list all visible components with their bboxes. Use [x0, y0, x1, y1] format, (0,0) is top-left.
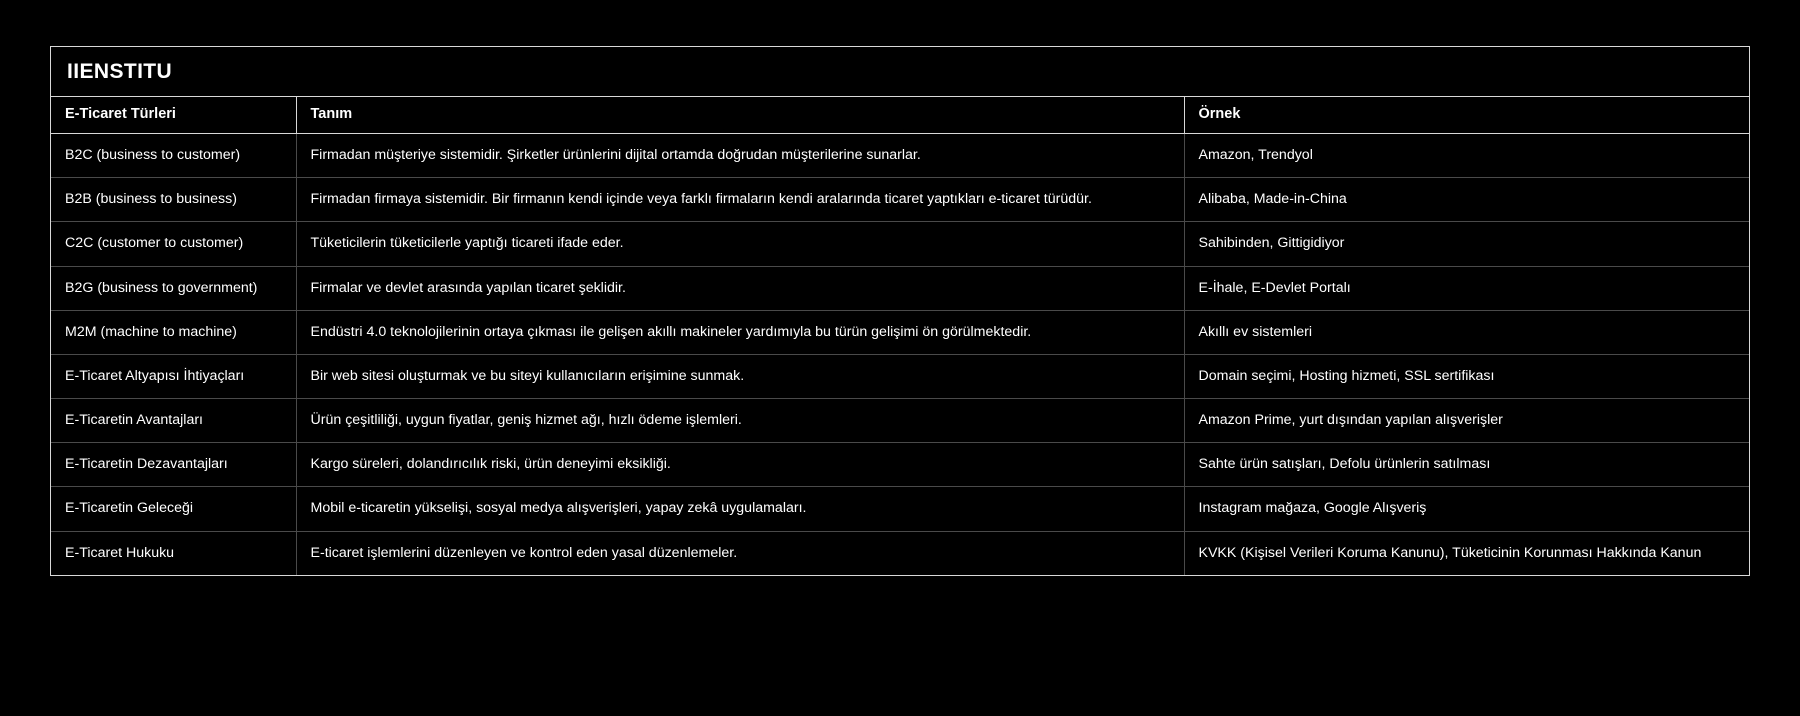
cell-type: E-Ticaretin Avantajları: [51, 399, 296, 443]
ecommerce-types-table-card: [50, 46, 1750, 576]
cell-definition: Firmadan firmaya sistemidir. Bir firmanın kendi içinde veya farklı firmaların kendi aralarında ticaret yaptıkları e-ticaret türüdür.: [296, 178, 1184, 222]
table-body: [51, 134, 1749, 575]
cell-type: B2G (business to government): [51, 266, 296, 310]
cell-example: Amazon, Trendyol: [1184, 134, 1749, 178]
cell-example: Sahibinden, Gittigidiyor: [1184, 222, 1749, 266]
cell-type: E-Ticaret Altyapısı İhtiyaçları: [51, 354, 296, 398]
cell-type: M2M (machine to machine): [51, 310, 296, 354]
table-row: [51, 399, 1749, 443]
cell-definition: E-ticaret işlemlerini düzenleyen ve kontrol eden yasal düzenlemeler.: [296, 531, 1184, 575]
table-row: [51, 531, 1749, 575]
table-row: [51, 222, 1749, 266]
brand-title: IIENSTITU: [67, 59, 173, 83]
table-row: [51, 310, 1749, 354]
table-row: [51, 443, 1749, 487]
table-row: [51, 487, 1749, 531]
cell-type: C2C (customer to customer): [51, 222, 296, 266]
table-header: [51, 97, 1749, 134]
cell-definition: Mobil e-ticaretin yükselişi, sosyal medya alışverişleri, yapay zekâ uygulamaları.: [296, 487, 1184, 531]
cell-type: E-Ticaretin Dezavantajları: [51, 443, 296, 487]
column-header-example: Örnek: [1184, 97, 1749, 134]
table-row: [51, 134, 1749, 178]
cell-definition: Firmadan müşteriye sistemidir. Şirketler ürünlerini dijital ortamda doğrudan müşterilerine sunarlar.: [296, 134, 1184, 178]
cell-example: KVKK (Kişisel Verileri Koruma Kanunu), Tüketicinin Korunması Hakkında Kanun: [1198, 544, 1702, 561]
cell-example: Alibaba, Made-in-China: [1184, 178, 1749, 222]
cell-type: B2B (business to business): [51, 178, 296, 222]
table-row: [51, 178, 1749, 222]
cell-example: Sahte ürün satışları, Defolu ürünlerin satılması: [1184, 443, 1749, 487]
cell-definition: Kargo süreleri, dolandırıcılık riski, ürün deneyimi eksikliği.: [296, 443, 1184, 487]
cell-definition: Ürün çeşitliliği, uygun fiyatlar, geniş hizmet ağı, hızlı ödeme işlemleri.: [296, 399, 1184, 443]
cell-definition: Firmalar ve devlet arasında yapılan ticaret şeklidir.: [296, 266, 1184, 310]
table-row: [51, 354, 1749, 398]
table-header-row: [51, 97, 1749, 134]
column-header-type: E-Ticaret Türleri: [51, 97, 296, 134]
cell-example: Akıllı ev sistemleri: [1184, 310, 1749, 354]
cell-definition: Bir web sitesi oluşturmak ve bu siteyi kullanıcıların erişimine sunmak.: [296, 354, 1184, 398]
cell-type: B2C (business to customer): [51, 134, 296, 178]
cell-definition: Tüketicilerin tüketicilerle yaptığı ticareti ifade eder.: [296, 222, 1184, 266]
cell-example: Domain seçimi, Hosting hizmeti, SSL sertifikası: [1184, 354, 1749, 398]
cell-type: E-Ticaretin Geleceği: [51, 487, 296, 531]
cell-example: Amazon Prime, yurt dışından yapılan alışverişler: [1184, 399, 1749, 443]
ecommerce-types-table: [51, 97, 1749, 575]
cell-example: E-İhale, E-Devlet Portalı: [1184, 266, 1749, 310]
cell-example: Instagram mağaza, Google Alışveriş: [1184, 487, 1749, 531]
cell-type: E-Ticaret Hukuku: [51, 531, 296, 575]
table-row: [51, 266, 1749, 310]
cell-definition: Endüstri 4.0 teknolojilerinin ortaya çıkması ile gelişen akıllı makineler yardımıyla bu türün gelişimi ön görülmektedir.: [296, 310, 1184, 354]
brand-header: [51, 47, 1749, 97]
column-header-definition: Tanım: [296, 97, 1184, 134]
